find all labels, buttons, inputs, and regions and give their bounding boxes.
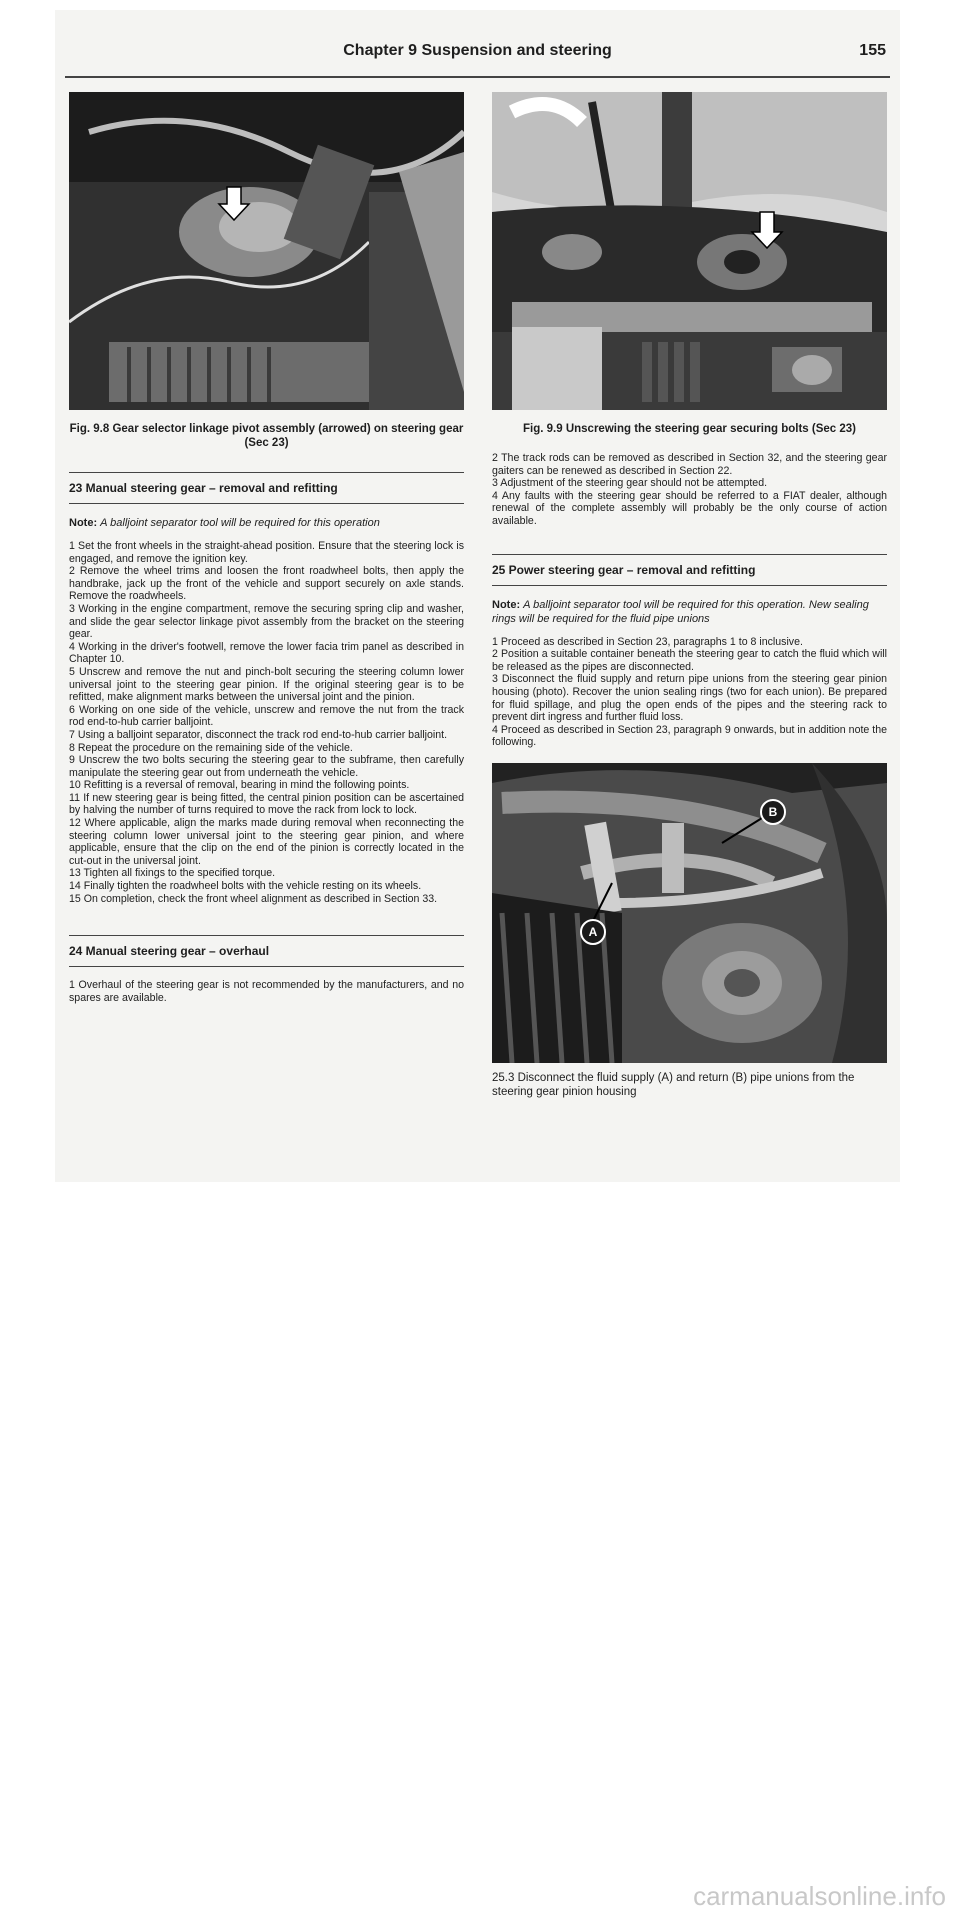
site-watermark: carmanualsonline.info <box>693 1881 946 1911</box>
paragraph: 12 Where applicable, align the marks made during removal when reconnecting the steering column lower universal joint to the steering gear pinion, and where applicable, ensure that the clip on the end of the pinion is correctly located in the cut-out in the universal joint. <box>69 817 464 867</box>
paragraph: 2 Position a suitable container beneath the steering gear to catch the fluid which will be released as the pipes are disconnected. <box>492 648 887 673</box>
paragraph: 14 Finally tighten the roadwheel bolts with the vehicle resting on its wheels. <box>69 880 422 893</box>
section-23-note <box>69 516 464 530</box>
photo-25-3-caption: 25.3 Disconnect the fluid supply (A) and return (B) pipe unions from the steering gear pinion housing <box>492 1071 855 1098</box>
paragraph: 4 Any faults with the steering gear should be referred to a FIAT dealer, although renewal of the complete assembly will probably be the only course of action available. <box>492 489 887 527</box>
paragraph: 9 Unscrew the two bolts securing the steering gear to the subframe, then carefully manipulate the steering gear out from underneath the vehicle. <box>69 754 464 779</box>
callout-b: B <box>760 799 786 825</box>
right-column <box>492 92 887 1099</box>
paragraph: 1 Proceed as described in Section 23, paragraphs 1 to 8 inclusive. <box>492 635 803 648</box>
header-rule <box>65 76 890 78</box>
paragraph: 11 If new steering gear is being fitted, the central pinion position can be ascertained by halving the number of turns required to move the rack from lock to lock. <box>69 791 464 817</box>
section-24-continued <box>492 452 887 528</box>
paragraph: 2 Remove the wheel trims and loosen the front roadwheel bolts, then apply the handbrake, jack up the front of the vehicle and support securely on axle stands. Remove the roadwheels. <box>69 565 464 603</box>
section-23-heading: 23 Manual steering gear – removal and refitting <box>69 472 464 504</box>
paragraph: 13 Tighten all fixings to the specified torque. <box>69 867 276 880</box>
left-column <box>69 92 464 1004</box>
section-23-body <box>69 540 464 905</box>
paragraph: 4 Working in the driver's footwell, remove the lower facia trim panel as described in Chapter 10. <box>69 640 464 666</box>
paragraph: 5 Unscrew and remove the nut and pinch-bolt securing the steering column lower universal joint to the steering gear pinion. If the original steering gear is to be refitted, make alignment marks between the universal joint and the pinion. <box>69 665 464 704</box>
photo-25-3 <box>492 763 887 1063</box>
paragraph: 3 Adjustment of the steering gear should not be attempted. <box>492 477 768 490</box>
chapter-title: Chapter 9 Suspension and steering <box>343 42 612 59</box>
fig-9-8-caption: Fig. 9.8 Gear selector linkage pivot assembly (arrowed) on steering gear (Sec 23) <box>69 423 464 449</box>
page-header <box>55 40 900 70</box>
note-label: Note: <box>492 598 521 611</box>
paragraph: 1 Set the front wheels in the straight-ahead position. Ensure that the steering lock is engaged, and remove the ignition key. <box>69 540 464 565</box>
fig-9-9-caption: Fig. 9.9 Unscrewing the steering gear securing bolts (Sec 23) <box>523 423 856 435</box>
fig-9-9-photo <box>492 92 887 410</box>
section-25-heading: 25 Power steering gear – removal and refitting <box>492 554 887 586</box>
section-25-note <box>492 598 887 626</box>
paragraph: 6 Working on one side of the vehicle, unscrew and remove the nut from the track rod end-to-hub carrier balljoint. <box>69 703 464 729</box>
note-label: Note: <box>69 517 98 529</box>
section-24-heading: 24 Manual steering gear – overhaul <box>69 935 464 967</box>
note-text: A balljoint separator tool will be required for this operation <box>100 517 380 529</box>
paragraph: 15 On completion, check the front wheel alignment as described in Section 33. <box>69 892 438 905</box>
page-number: 155 <box>859 42 886 59</box>
paragraph: 4 Proceed as described in Section 23, paragraph 9 onwards, but in addition note the following. <box>492 723 887 749</box>
paragraph: 8 Repeat the procedure on the remaining side of the vehicle. <box>69 741 353 754</box>
fig-9-8-photo <box>69 92 464 410</box>
paragraph: 7 Using a balljoint separator, disconnect the track rod end-to-hub carrier balljoint. <box>69 728 448 741</box>
paragraph: 10 Refitting is a reversal of removal, bearing in mind the following points. <box>69 779 410 792</box>
callout-a: A <box>580 919 606 945</box>
section-25-body <box>492 636 887 749</box>
paragraph: 2 The track rods can be removed as described in Section 32, and the steering gear gaiters can be renewed as described in Section 22. <box>492 452 887 477</box>
manual-page <box>55 10 900 1182</box>
paragraph: 3 Working in the engine compartment, remove the securing spring clip and washer, and slide the gear selector linkage pivot assembly from the bracket on the steering gear. <box>69 602 464 641</box>
paragraph: 3 Disconnect the fluid supply and return pipe unions from the steering gear pinion housing (photo). Recover the union sealing rings (two for each union). Be prepared for fluid spillage, and plug the open ends of the pipes and the steering rack to prevent dirt ingress and further fluid loss. <box>492 673 887 724</box>
note-text: A balljoint separator tool will be required for this operation. New sealing rings will be required for the fluid pipe unions <box>492 598 869 625</box>
paragraph: 1 Overhaul of the steering gear is not recommended by the manufacturers, and no spares are available. <box>69 979 464 1004</box>
